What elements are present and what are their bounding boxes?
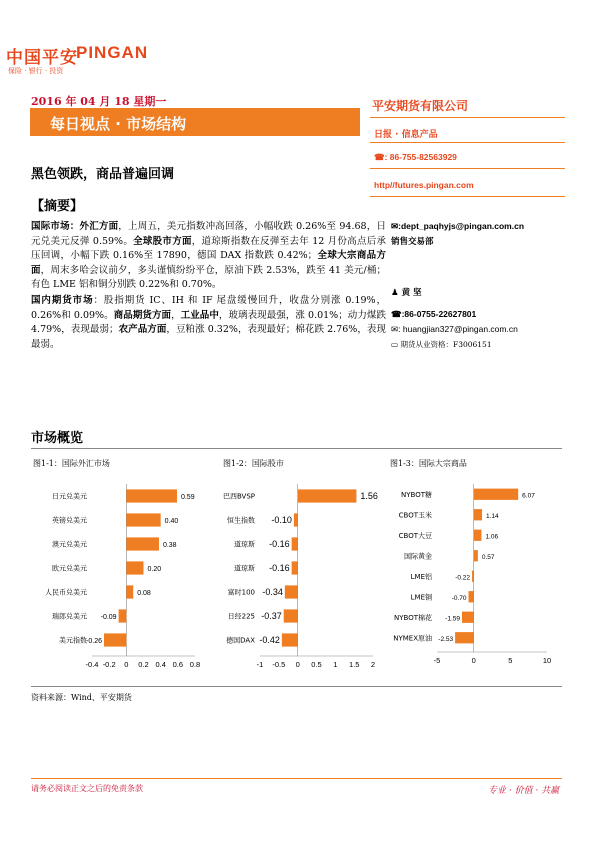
slogan: 专业 · 价值 · 共赢 [488, 786, 560, 796]
divider [370, 117, 565, 118]
category-label: CBOT大豆 [398, 531, 432, 540]
fx-bar-chart [30, 478, 210, 678]
bold-phrase: 国内期货市场 [31, 295, 94, 306]
company-phone: ☎: 86-755-82563929 [374, 152, 457, 162]
license: 期货从业资格：F3006151 [400, 340, 492, 349]
bold-phrase: 国际市场：外汇方面 [31, 221, 119, 232]
category-label: 日元兑美元 [52, 492, 87, 501]
text-run: ，上周五，美元指数冲高回落，小幅收跌 0.26%至 94.68，日元兑美元反弹 0.59%。 [31, 221, 386, 247]
logo-tagline: 保险 · 银行 · 投资 [8, 67, 64, 75]
category-label: 恒生指数 [227, 516, 255, 525]
bar [298, 489, 357, 502]
divider [370, 142, 565, 143]
tick-label: 0.8 [189, 660, 201, 669]
data-label: 0.20 [147, 566, 162, 573]
bar [474, 509, 482, 520]
category-label: LME铝 [410, 572, 432, 581]
category-label: 道琼斯 [234, 564, 255, 573]
bar [474, 489, 519, 500]
tick-label: 1 [333, 660, 338, 669]
id-card-icon: ▭ [391, 340, 401, 349]
data-label: -0.42 [259, 635, 280, 645]
bold-phrase: 全球股市方面 [133, 235, 192, 247]
text-run: ，玻璃表现最强，涨 0.01%；动力煤跌 4.79%，表现最弱； [31, 309, 386, 335]
data-label: -0.37 [261, 611, 282, 621]
bar [126, 585, 133, 598]
category-label: 道琼斯 [234, 540, 255, 549]
data-source: 资料来源：Wind、平安期货 [31, 693, 132, 702]
chart-title-commodities: 图1-3：国际大宗商品 [390, 459, 467, 468]
category-label: 澳元兑美元 [52, 540, 87, 549]
tick-label: 0.2 [138, 660, 149, 669]
category-label: NYBOT棉花 [394, 613, 432, 622]
analyst-email-row [391, 324, 518, 335]
stock-bar-chart [205, 478, 380, 678]
section-title: 市场概览 [31, 431, 84, 446]
bar [126, 513, 160, 526]
bold-phrase: 全球大宗商品方面 [31, 250, 386, 276]
category-label: NYBOT糖 [401, 490, 432, 499]
paragraph-domestic [31, 294, 386, 352]
analyst-phone: 86-0755-22627801 [404, 309, 477, 319]
tick-label: 0 [471, 656, 476, 665]
category-label: 美元指数 [59, 636, 87, 645]
analyst-name: 黄 坚 [401, 288, 422, 298]
company-name: 平安期货有限公司 [372, 99, 469, 113]
category-label: 日经225 [227, 612, 255, 621]
analyst-phone-row [391, 309, 476, 320]
tick-label: -1 [256, 660, 264, 669]
dept-email-row [391, 221, 524, 232]
text-run: ，道琼斯指数在反弹至去年 12 月份高点后承压回调，小幅下跌 0.16%至 17890，德国 DAX 指数跌 0.42%； [31, 235, 386, 261]
disclaimer[interactable]: 请务必阅读正文之后的免责条款 [31, 784, 143, 793]
category-label: LME铜 [410, 593, 432, 602]
tick-label: 0.6 [172, 660, 184, 669]
abstract-title: 【摘要】 [31, 199, 84, 214]
bar [126, 537, 159, 550]
person-icon: ♟ [391, 288, 402, 298]
chart-title-fx: 图1-1：国际外汇市场 [33, 459, 110, 468]
analyst-row [391, 286, 422, 298]
bar [292, 537, 298, 550]
data-label: -2.53 [438, 635, 454, 643]
department: 销售交易部 [391, 237, 434, 247]
report-type: 日报 · 信息产品 [374, 130, 438, 140]
bar [294, 513, 298, 526]
bar [282, 633, 298, 646]
tick-label: 2 [370, 660, 376, 669]
data-label: 0.57 [481, 553, 495, 561]
data-label: 1.56 [360, 491, 378, 501]
data-label: 0.08 [137, 590, 151, 597]
tick-label: 0 [295, 660, 300, 669]
category-label: 欧元兑美元 [52, 564, 87, 573]
footer-divider [31, 778, 562, 779]
section-divider [31, 448, 562, 449]
category-label: 国际黄金 [404, 552, 432, 561]
report-title: 每日视点 · 市场结构 [50, 115, 187, 133]
category-label: 巴西BVSP [222, 492, 255, 501]
email-icon: ✉: [391, 221, 401, 231]
data-label: 0.59 [180, 494, 195, 501]
bar [474, 530, 482, 541]
data-label: -0.16 [269, 539, 290, 549]
bar [455, 632, 474, 643]
commodity-bar-chart [375, 478, 560, 678]
data-label: 6.07 [522, 492, 535, 500]
category-label: NYMEX原油 [393, 634, 432, 643]
data-label: -0.22 [455, 574, 471, 582]
data-label: 0.38 [162, 542, 177, 549]
category-label: 富时100 [227, 588, 255, 597]
bar [472, 571, 474, 582]
bar [126, 561, 143, 574]
category-label: CBOT玉米 [398, 511, 432, 520]
tick-label: -0.2 [102, 660, 116, 669]
data-label: -0.70 [451, 594, 467, 602]
bar [284, 609, 298, 622]
data-label: 1.06 [485, 533, 499, 541]
category-label: 英镑兑美元 [52, 516, 87, 525]
data-label: -1.59 [445, 615, 461, 623]
data-label: -0.10 [271, 515, 292, 525]
logo-english: PINGAN [76, 43, 149, 62]
chart-divider [31, 686, 562, 687]
bar [474, 550, 478, 561]
category-label: 德国DAX [226, 636, 255, 645]
bar [292, 561, 298, 574]
bold-phrase: 农产品方面 [118, 324, 167, 335]
tick-label: -0.4 [85, 660, 99, 669]
data-label: 1.14 [486, 512, 499, 520]
data-label: -0.26 [86, 638, 103, 645]
logo-chinese: 中国平安 [6, 48, 78, 68]
company-url[interactable]: http//futures.pingan.com [374, 180, 474, 190]
bar [462, 612, 474, 623]
paragraph-international [31, 220, 386, 293]
license-row [391, 339, 492, 350]
tick-label: 10 [542, 656, 552, 665]
bold-phrase: 工业品中 [180, 309, 219, 321]
divider [370, 168, 565, 169]
chart-title-stocks: 图1-2：国际股市 [223, 459, 284, 468]
data-label: -0.34 [262, 587, 283, 597]
tick-label: -5 [433, 656, 441, 665]
text-run: ，周末多哈会议前夕，多头谨慎纷纷平仓，原油下跌 2.53%，跌至 41 美元/桶；有色 LME 铝和铜分别跌 0.22%和 0.70%。 [31, 264, 386, 290]
bar [285, 585, 298, 598]
bar [126, 489, 177, 502]
tick-label: 1.5 [348, 660, 360, 669]
text-run: ：股指期货 IC、IH 和 IF 尾盘缓慢回升，收盘分别涨 0.19%，0.26%和 0.09%。 [31, 295, 386, 321]
tick-label: 0 [124, 660, 129, 669]
data-label: 0.40 [164, 518, 179, 525]
email-icon: ✉: [391, 324, 403, 334]
bold-phrase: 商品期货方面 [113, 309, 172, 321]
divider [370, 196, 565, 197]
data-label: -0.09 [100, 614, 117, 621]
tick-label: -0.5 [272, 660, 286, 669]
category-label: 瑞郎兑美元 [52, 612, 87, 621]
data-label: -0.16 [269, 563, 290, 573]
tick-label: 0.4 [155, 660, 166, 669]
bar [119, 609, 127, 622]
tick-label: 0.5 [311, 660, 322, 669]
category-label: 人民币兑美元 [45, 588, 87, 597]
tick-label: 5 [508, 656, 513, 665]
text-run: ， [171, 309, 181, 321]
bar [469, 591, 474, 602]
report-date: 2016 年 04 月 18 星期一 [31, 95, 167, 108]
phone-icon: ☎: [391, 309, 405, 319]
dept-email[interactable]: dept_paqhyjs@pingan.com.cn [400, 221, 525, 231]
headline: 黑色领跌，商品普遍回调 [31, 167, 175, 182]
text-run: ，豆粕涨 0.32%，表现最好；棉花跌 2.76%，表现最弱。 [31, 324, 386, 350]
analyst-email[interactable]: huangjian327@pingan.com.cn [402, 324, 518, 334]
bar [104, 633, 126, 646]
